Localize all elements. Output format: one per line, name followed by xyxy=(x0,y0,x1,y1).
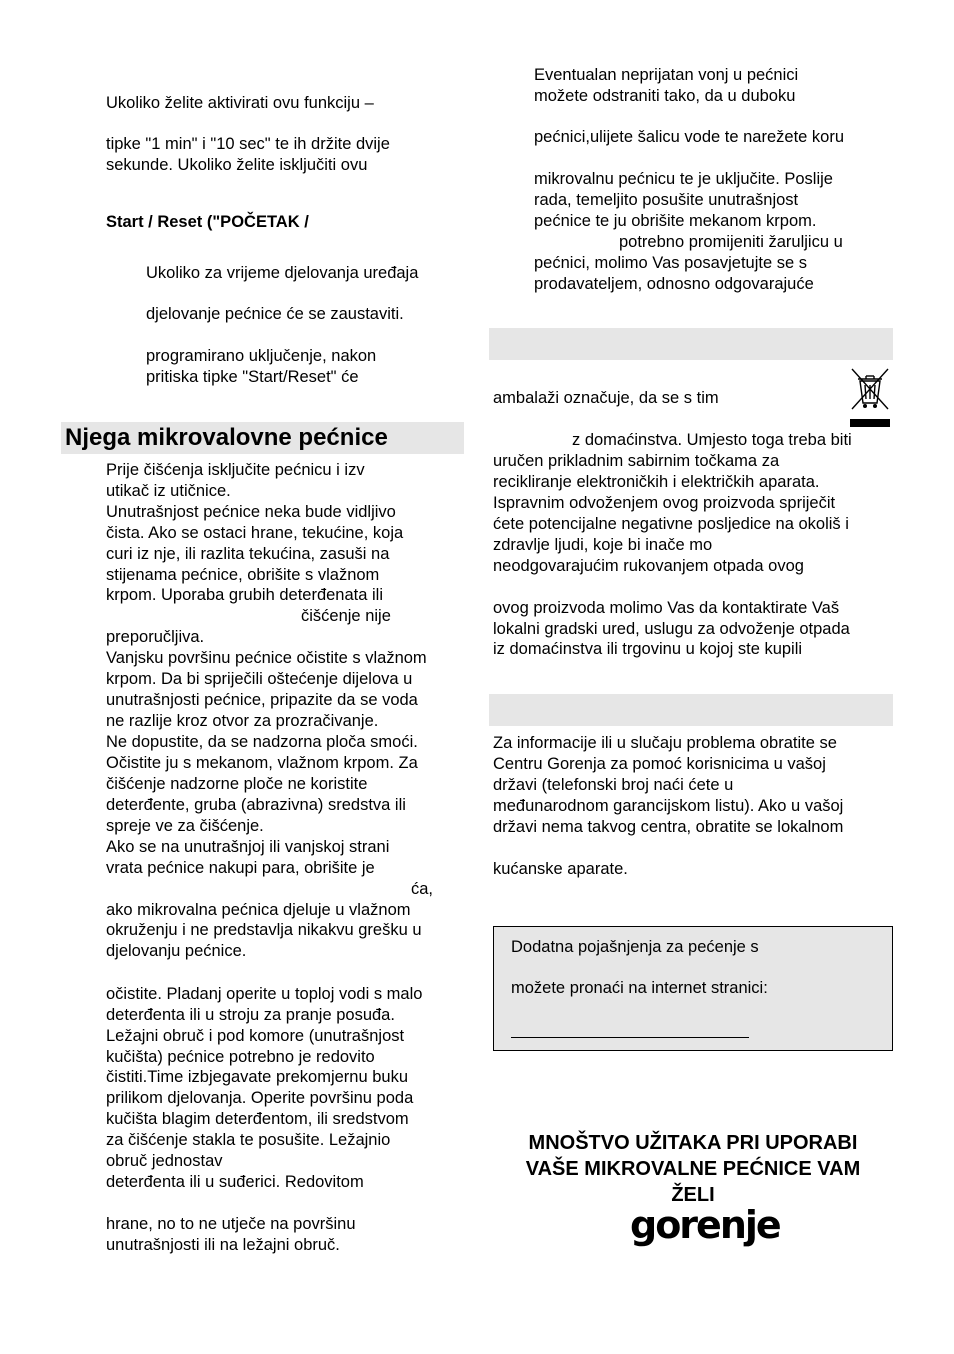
service-line: državi (telefonski broj naći ćete u xyxy=(493,776,734,794)
care-line: čišćenje nadzorne ploče ne koristite xyxy=(106,775,368,793)
text-line: možete odstraniti tako, da u duboku xyxy=(534,87,796,105)
disposal-line: neodgovarajućim rukovanjem otpada ovog xyxy=(493,557,804,575)
care-line: krpom. Uporaba grubih deterđenata ili xyxy=(106,586,383,604)
care-line: stijenama pećnice, obrišite s vlažnom xyxy=(106,566,380,584)
disposal-line: lokalni gradski ured, uslugu za odvoženje otpada xyxy=(493,620,850,638)
care-line: čista. Ako se ostaci hrane, tekućine, koja xyxy=(106,524,404,542)
info-box-line: Dodatna pojašnjenja za pećenje s xyxy=(511,938,759,956)
disposal-line: recikliranje elektroničkih i električkih aparata. xyxy=(493,473,820,491)
disposal-line: uručen prikladnim sabirnim točkama za xyxy=(493,452,780,470)
disposal-line: ovog proizvoda molimo Vas da kontaktirate Vaš xyxy=(493,599,840,617)
text-line: pećnici, molimo Vas posavjetujte se s xyxy=(534,254,807,272)
care-line: deterđenta ili u stroju za pranje posuđa. xyxy=(106,1006,395,1024)
care-line: očistite. Pladanj operite u toploj vodi s malo xyxy=(106,985,423,1003)
service-line: međunarodnom garancijskom listu). Ako u vašoj xyxy=(493,797,844,815)
text-line: rada, temeljito posušite unutrašnjost xyxy=(534,191,799,209)
disposal-line: zdravlje ljudi, koje bi inače mo xyxy=(493,536,713,554)
section-title-care: Njega mikrovalovne pećnice xyxy=(61,422,464,454)
care-line: Ležajni obruč i pod komore (unutrašnjost xyxy=(106,1027,405,1045)
disposal-line: ćete potencijalne negativne posljedice na okoliš i xyxy=(493,515,849,533)
info-box-line: možete pronaći na internet stranici: xyxy=(511,979,768,997)
closing-message xyxy=(493,1130,893,1208)
care-line: vrata pećnice nakupi para, obrišite je xyxy=(106,859,375,877)
disposal-line: ambalaži označuje, da se s tim xyxy=(493,389,719,407)
website-blank-line xyxy=(511,1037,749,1038)
care-line: okruženju i ne predstavlja nikakvu grešku u xyxy=(106,921,422,939)
care-line: djelovanju pećnice. xyxy=(106,942,247,960)
care-line: ća, xyxy=(411,880,434,898)
care-line: Unutrašnjost pećnice neka bude vidljivo xyxy=(106,503,396,521)
care-line: obruč jednostav xyxy=(106,1152,223,1170)
text-line: potrebno promijeniti žaruljicu u xyxy=(619,233,843,251)
disposal-line: iz domaćinstva ili trgovinu u kojoj ste kupili xyxy=(493,640,803,658)
care-line: unutrašnjosti ili na ležajni obruč. xyxy=(106,1236,340,1254)
service-line: Centru Gorenja za pomoć korisnicima u vašoj xyxy=(493,755,826,773)
text-line: djelovanje pećnice će se zaustaviti. xyxy=(146,305,404,323)
care-line: unutrašnjosti pećnice, pripazite da se voda xyxy=(106,691,418,709)
care-line: prilikom djelovanja. Operite površinu poda xyxy=(106,1089,414,1107)
care-line: Ako se na unutrašnjoj ili vanjskoj strani xyxy=(106,838,390,856)
care-line: ako mikrovalna pećnica djeluje u vlažnom xyxy=(106,901,411,919)
disposal-line: z domaćinstva. Umjesto toga treba biti xyxy=(572,431,852,449)
care-line: Ne dopustite, da se nadzorna ploča smoći. xyxy=(106,733,418,751)
care-line: krpom. Da bi spriječili oštećenje dijelova u xyxy=(106,670,413,688)
section-header-bar xyxy=(489,694,893,726)
care-line: spreje ve za čišćenje. xyxy=(106,817,264,835)
care-line: kučišta) pećnice potrebno je redovito xyxy=(106,1048,375,1066)
text-line: pritiska tipke "Start/Reset" će xyxy=(146,368,359,386)
service-line: Za informacije ili u slučaju problema obratite se xyxy=(493,734,837,752)
care-line: Vanjsku površinu pećnice očistite s vlažnom xyxy=(106,649,427,667)
section-header-bar xyxy=(489,328,893,360)
gorenje-logo: gorenje xyxy=(630,1203,780,1247)
text-line: Eventualan neprijatan vonj u pećnici xyxy=(534,66,799,84)
care-line: čišćenje nije xyxy=(301,607,391,625)
care-line: curi iz nje, ili razlita tekućina, zasuši na xyxy=(106,545,390,563)
closing-line: ŽELI xyxy=(671,1184,715,1206)
care-line: deterđenta ili u suđerici. Redovitom xyxy=(106,1173,364,1191)
text-line: programirano uključenje, nakon xyxy=(146,347,377,365)
text-line: pećnici,ulijete šalicu vode te narežete koru xyxy=(534,128,845,146)
text-line: sekunde. Ukoliko želite isključiti ovu xyxy=(106,156,368,174)
care-line: Očistite ju s mekanom, vlažnom krpom. Za xyxy=(106,754,418,772)
service-line: kućanske aparate. xyxy=(493,860,628,878)
text-line: tipke "1 min" i "10 sec" te ih držite dvije xyxy=(106,135,390,153)
text-line: prodavateljem, odnosno odgovarajuće xyxy=(534,275,814,293)
care-line: kučišta blagim deterđentom, ili sredstvom xyxy=(106,1110,409,1128)
text-line: pećnice te ju obrišite mekanom krpom. xyxy=(534,212,817,230)
care-line: čistiti.Time izbjegavate prekomjernu buku xyxy=(106,1068,409,1086)
care-line: ne razlije kroz otvor za prozračivanje. xyxy=(106,712,379,730)
text-line: mikrovalnu pećnicu te je uključite. Poslije xyxy=(534,170,833,188)
service-line: državi nema takvog centra, obratite se lokalnom xyxy=(493,818,844,836)
closing-line: VAŠE MIKROVALNE PEĆNICE VAM xyxy=(525,1158,861,1180)
start-reset-heading: Start / Reset ("POČETAK / xyxy=(106,213,309,231)
care-line: preporučljiva. xyxy=(106,628,205,646)
care-line: hrane, no to ne utječe na površinu xyxy=(106,1215,356,1233)
crossed-out-wheelie-bin-icon xyxy=(846,365,894,427)
info-box xyxy=(493,926,893,1051)
care-line: za čišćenje stakla te posušite. Ležajnio xyxy=(106,1131,391,1149)
disposal-line: Ispravnim odvoženjem ovog proizvoda spriječit xyxy=(493,494,836,512)
care-line: deterđente, gruba (abrazivna) sredstva ili xyxy=(106,796,406,814)
care-line: utikač iz utičnice. xyxy=(106,482,231,500)
text-line: Ukoliko želite aktivirati ovu funkciju – xyxy=(106,94,374,112)
text-line: Ukoliko za vrijeme djelovanja uređaja xyxy=(146,264,419,282)
care-line: Prije čišćenja isključite pećnicu i izv xyxy=(106,461,365,479)
closing-line: MNOŠTVO UŽITAKA PRI UPORABI xyxy=(528,1132,858,1154)
